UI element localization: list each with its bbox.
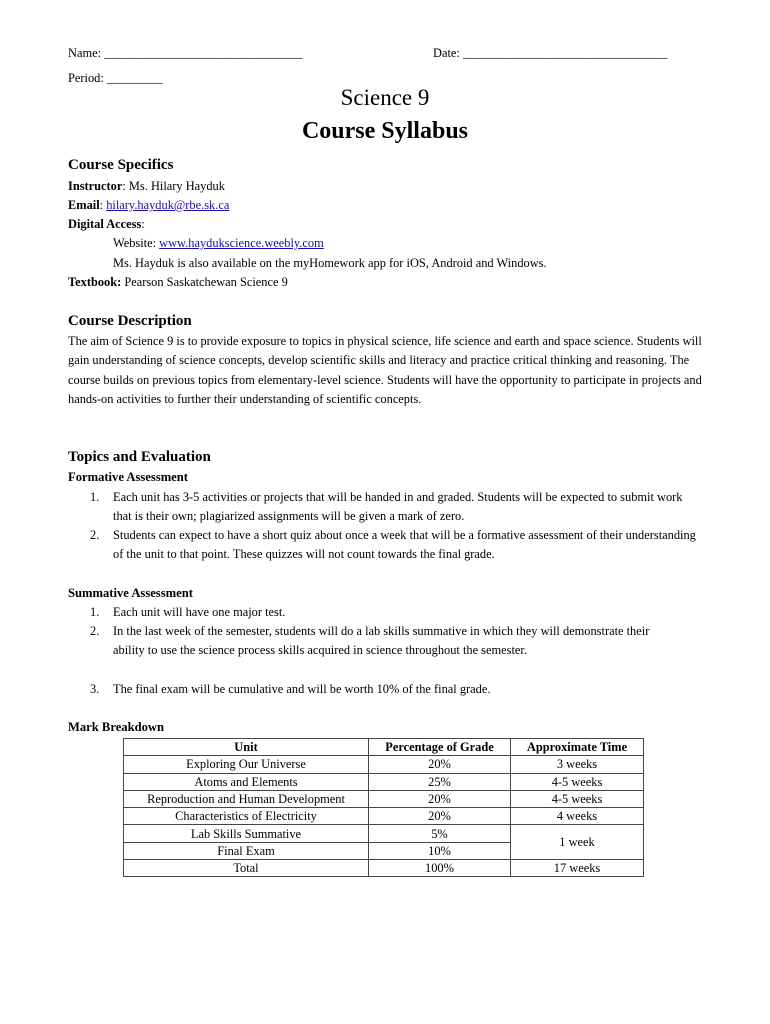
period-label: Period: xyxy=(68,71,104,85)
unit-cell: Atoms and Elements xyxy=(124,773,369,790)
course-title: Science 9 xyxy=(340,85,430,110)
time-cell: 4 weeks xyxy=(511,808,644,825)
instructor-line xyxy=(68,177,225,196)
table-row xyxy=(124,808,644,825)
list-item: The final exam will be cumulative and will be worth 10% of the final grade. xyxy=(113,682,491,696)
list-number: 3. xyxy=(90,682,100,696)
time-cell: 3 weeks xyxy=(511,756,644,773)
table-row xyxy=(124,773,644,790)
topics-heading: Topics and Evaluation xyxy=(68,449,211,465)
unit-cell: Total xyxy=(124,860,369,877)
instructor-value: : Ms. Hilary Hayduk xyxy=(122,179,225,193)
list-item: Each unit has 3-5 activities or projects that will be handed in and graded. Students will be expected to submit work that is their own; plagiarized assignments will be given a mark of zero. xyxy=(113,490,683,524)
mark-breakdown-table xyxy=(123,738,644,877)
list-item: In the last week of the semester, students will do a lab skills summative in which they will demonstrate their ability to use the science process skills acquired in science throughout the semester. xyxy=(113,624,650,658)
percentage-cell: 25% xyxy=(369,773,511,790)
instructor-label: Instructor xyxy=(68,179,123,193)
percentage-cell: 10% xyxy=(369,842,511,859)
unit-cell: Reproduction and Human Development xyxy=(124,790,369,807)
list-number: 1. xyxy=(90,490,100,504)
email-link[interactable]: hilary.hayduk@rbe.sk.ca xyxy=(106,198,230,212)
unit-cell: Final Exam xyxy=(124,842,369,859)
period-field[interactable] xyxy=(68,69,163,88)
description-heading: Course Description xyxy=(68,313,192,329)
percentage-cell: 20% xyxy=(369,808,511,825)
name-blank[interactable]: ________________________________ xyxy=(104,46,303,60)
description-text: The aim of Science 9 is to provide exposure to topics in physical science, life science and earth and space science. Students will gain understanding of science concepts, develop scientific skills and literacy and practice critical thinking and reasoning. The course builds on previous topics from elementary-level science. Students will have the opportunity to participate in projects and hands-on activities to further their understanding of scientific concepts. xyxy=(68,334,702,407)
period-blank[interactable]: _________ xyxy=(106,71,163,85)
percentage-cell: 20% xyxy=(369,756,511,773)
percentage-cell: 20% xyxy=(369,790,511,807)
textbook-label: Textbook: xyxy=(68,275,122,289)
website-line xyxy=(113,234,324,253)
table-row xyxy=(124,825,644,842)
table-header-row xyxy=(124,739,644,756)
page-title: Course Syllabus xyxy=(301,118,469,144)
date-blank[interactable]: _________________________________ xyxy=(462,46,668,60)
list-number: 2. xyxy=(90,528,100,542)
unit-cell: Characteristics of Electricity xyxy=(124,808,369,825)
specifics-heading: Course Specifics xyxy=(68,157,174,173)
date-label: Date: xyxy=(433,46,460,60)
unit-cell: Lab Skills Summative xyxy=(124,825,369,842)
list-number: 1. xyxy=(90,605,100,619)
email-separator: : xyxy=(99,198,107,212)
digital-access-label: Digital Access xyxy=(68,217,142,231)
textbook-line xyxy=(68,273,288,292)
column-header: Percentage of Grade xyxy=(369,739,511,756)
app-note: Ms. Hayduk is also available on the myHomework app for iOS, Android and Windows. xyxy=(113,256,547,270)
textbook-value: Pearson Saskatchewan Science 9 xyxy=(121,275,288,289)
summative-heading: Summative Assessment xyxy=(68,586,193,600)
time-cell: 4-5 weeks xyxy=(511,773,644,790)
time-cell: 4-5 weeks xyxy=(511,790,644,807)
mark-breakdown-heading: Mark Breakdown xyxy=(68,720,164,734)
percentage-cell: 100% xyxy=(369,860,511,877)
name-field[interactable] xyxy=(68,44,302,63)
website-link[interactable]: www.haydukscience.weebly.com xyxy=(159,236,324,250)
date-field[interactable] xyxy=(433,44,667,63)
table-row xyxy=(124,756,644,773)
time-cell: 17 weeks xyxy=(511,860,644,877)
percentage-cell: 5% xyxy=(369,825,511,842)
email-line xyxy=(68,196,229,215)
column-header: Approximate Time xyxy=(511,739,644,756)
list-number: 2. xyxy=(90,624,100,638)
digital-access-separator: : xyxy=(141,217,145,231)
digital-access-line xyxy=(68,215,145,234)
formative-heading: Formative Assessment xyxy=(68,470,188,484)
time-cell: 1 week xyxy=(511,825,644,860)
list-item: Students can expect to have a short quiz about once a week that will be a formative assessment of their understanding of the unit to that point. These quizzes will not count towards the final grade. xyxy=(113,528,696,562)
table-row xyxy=(124,790,644,807)
unit-cell: Exploring Our Universe xyxy=(124,756,369,773)
column-header: Unit xyxy=(124,739,369,756)
website-label: Website: xyxy=(113,236,160,250)
table-row xyxy=(124,860,644,877)
list-item: Each unit will have one major test. xyxy=(113,605,286,619)
name-label: Name: xyxy=(68,46,102,60)
email-label: Email xyxy=(68,198,100,212)
